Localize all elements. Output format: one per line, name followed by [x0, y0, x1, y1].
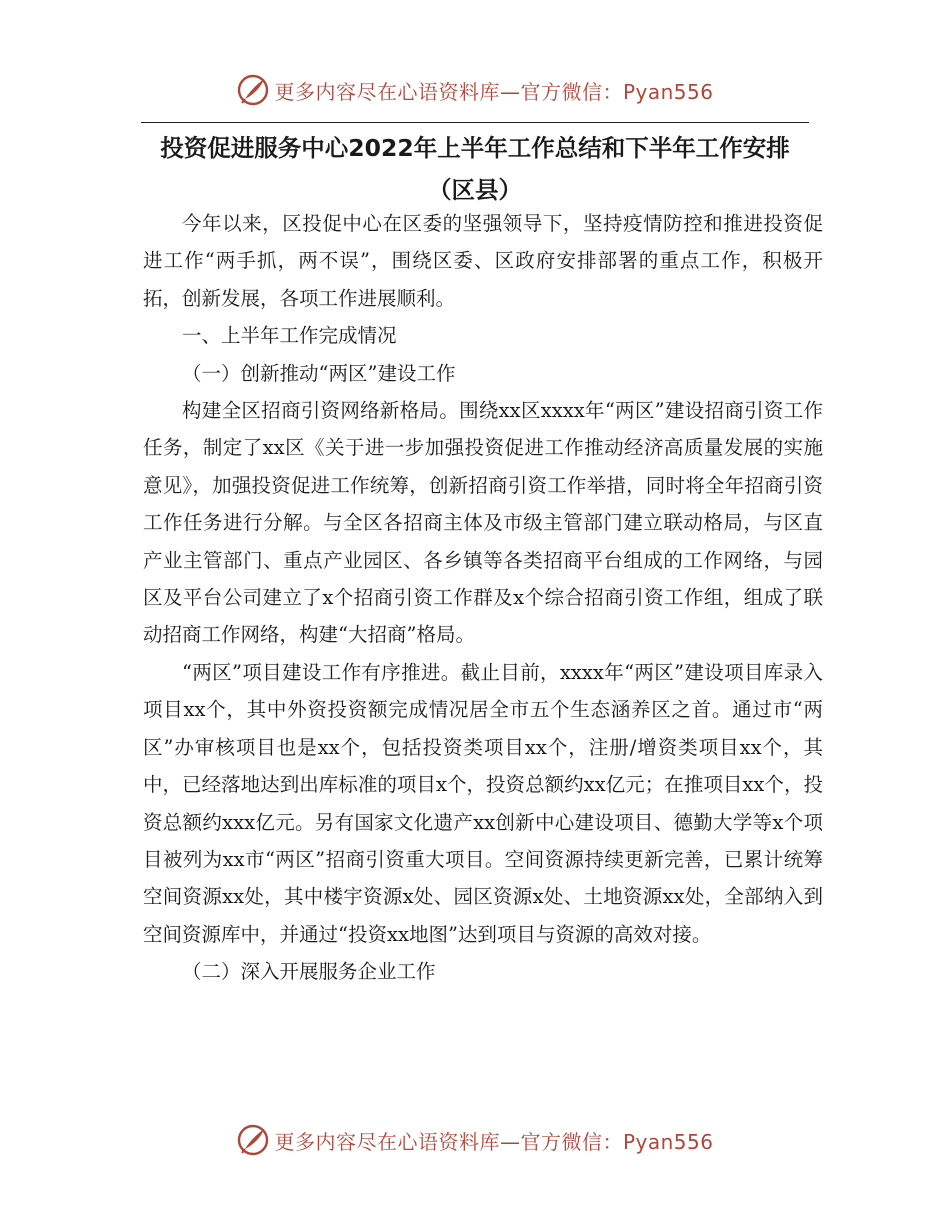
paragraph-network: 构建全区招商引资网络新格局。围绕xx区xxxx年“两区”建设招商引资工作任务，制定了xx区《关于进一步加强投资促进工作推动经济高质量发展的实施意见》，加强投资促进工作统筹，创新招商引资工作举措，同时将全年招商引资工作任务进行分解。与全区各招商主体及市级主管部门建立联动格局，与区直产业主管部门、重点产业园区、各乡镇等各类招商平台组成的工作网络，与园区及平台公司建立了x个招商引资工作群及x个综合招商引资工作组，组成了联动招商工作网络，构建“大招商”格局。 — [143, 399, 823, 647]
footer-banner — [0, 1120, 950, 1160]
heading-section-1: 一、上半年工作完成情况 — [182, 324, 397, 348]
title-line-2: （区县） — [428, 176, 522, 204]
heading-subsection-1: （一）创新推动“两区”建设工作 — [182, 361, 456, 385]
feather-pen-logo-icon — [236, 73, 270, 107]
header-banner-text: 更多内容尽在心语资料库—官方微信：Pyan556 — [274, 79, 714, 104]
title-line-1: 投资促进服务中心2022年上半年工作总结和下半年工作安排 — [160, 134, 790, 162]
paragraph-intro: 今年以来，区投促中心在区委的坚强领导下，坚持疫情防控和推进投资促进工作“两手抓，两不误”，围绕区委、区政府安排部署的重点工作，积极开拓，创新发展，各项工作进展顺利。 — [143, 212, 823, 310]
heading-subsection-2: （二）深入开展服务企业工作 — [182, 960, 436, 984]
document-body — [143, 205, 823, 991]
feather-pen-logo-icon — [236, 1123, 270, 1157]
paragraph-projects: “两区”项目建设工作有序推进。截止目前，xxxx年“两区”建设项目库录入项目xx个，其中外资投资额完成情况居全市五个生态涵养区之首。通过市“两区”办审核项目也是xx个，包括投资类项目xx个，注册/增资类项目xx个，其中，已经落地达到出库标准的项目x个，投资总额约xx亿元；在推项目xx个，投资总额约xxx亿元。另有国家文化遗产xx创新中心建设项目、德勤大学等x个项目被列为xx市“两区”招商引资重大项目。空间资源持续更新完善，已累计统筹空间资源xx处，其中楼宇资源x处、园区资源x处、土地资源xx处，全部纳入到空间资源库中，并通过“投资xx地图”达到项目与资源的高效对接。 — [143, 660, 823, 946]
header-rule — [141, 122, 809, 123]
footer-banner-text: 更多内容尽在心语资料库—官方微信：Pyan556 — [274, 1129, 714, 1154]
header-banner — [0, 70, 950, 110]
document-title — [141, 127, 809, 211]
